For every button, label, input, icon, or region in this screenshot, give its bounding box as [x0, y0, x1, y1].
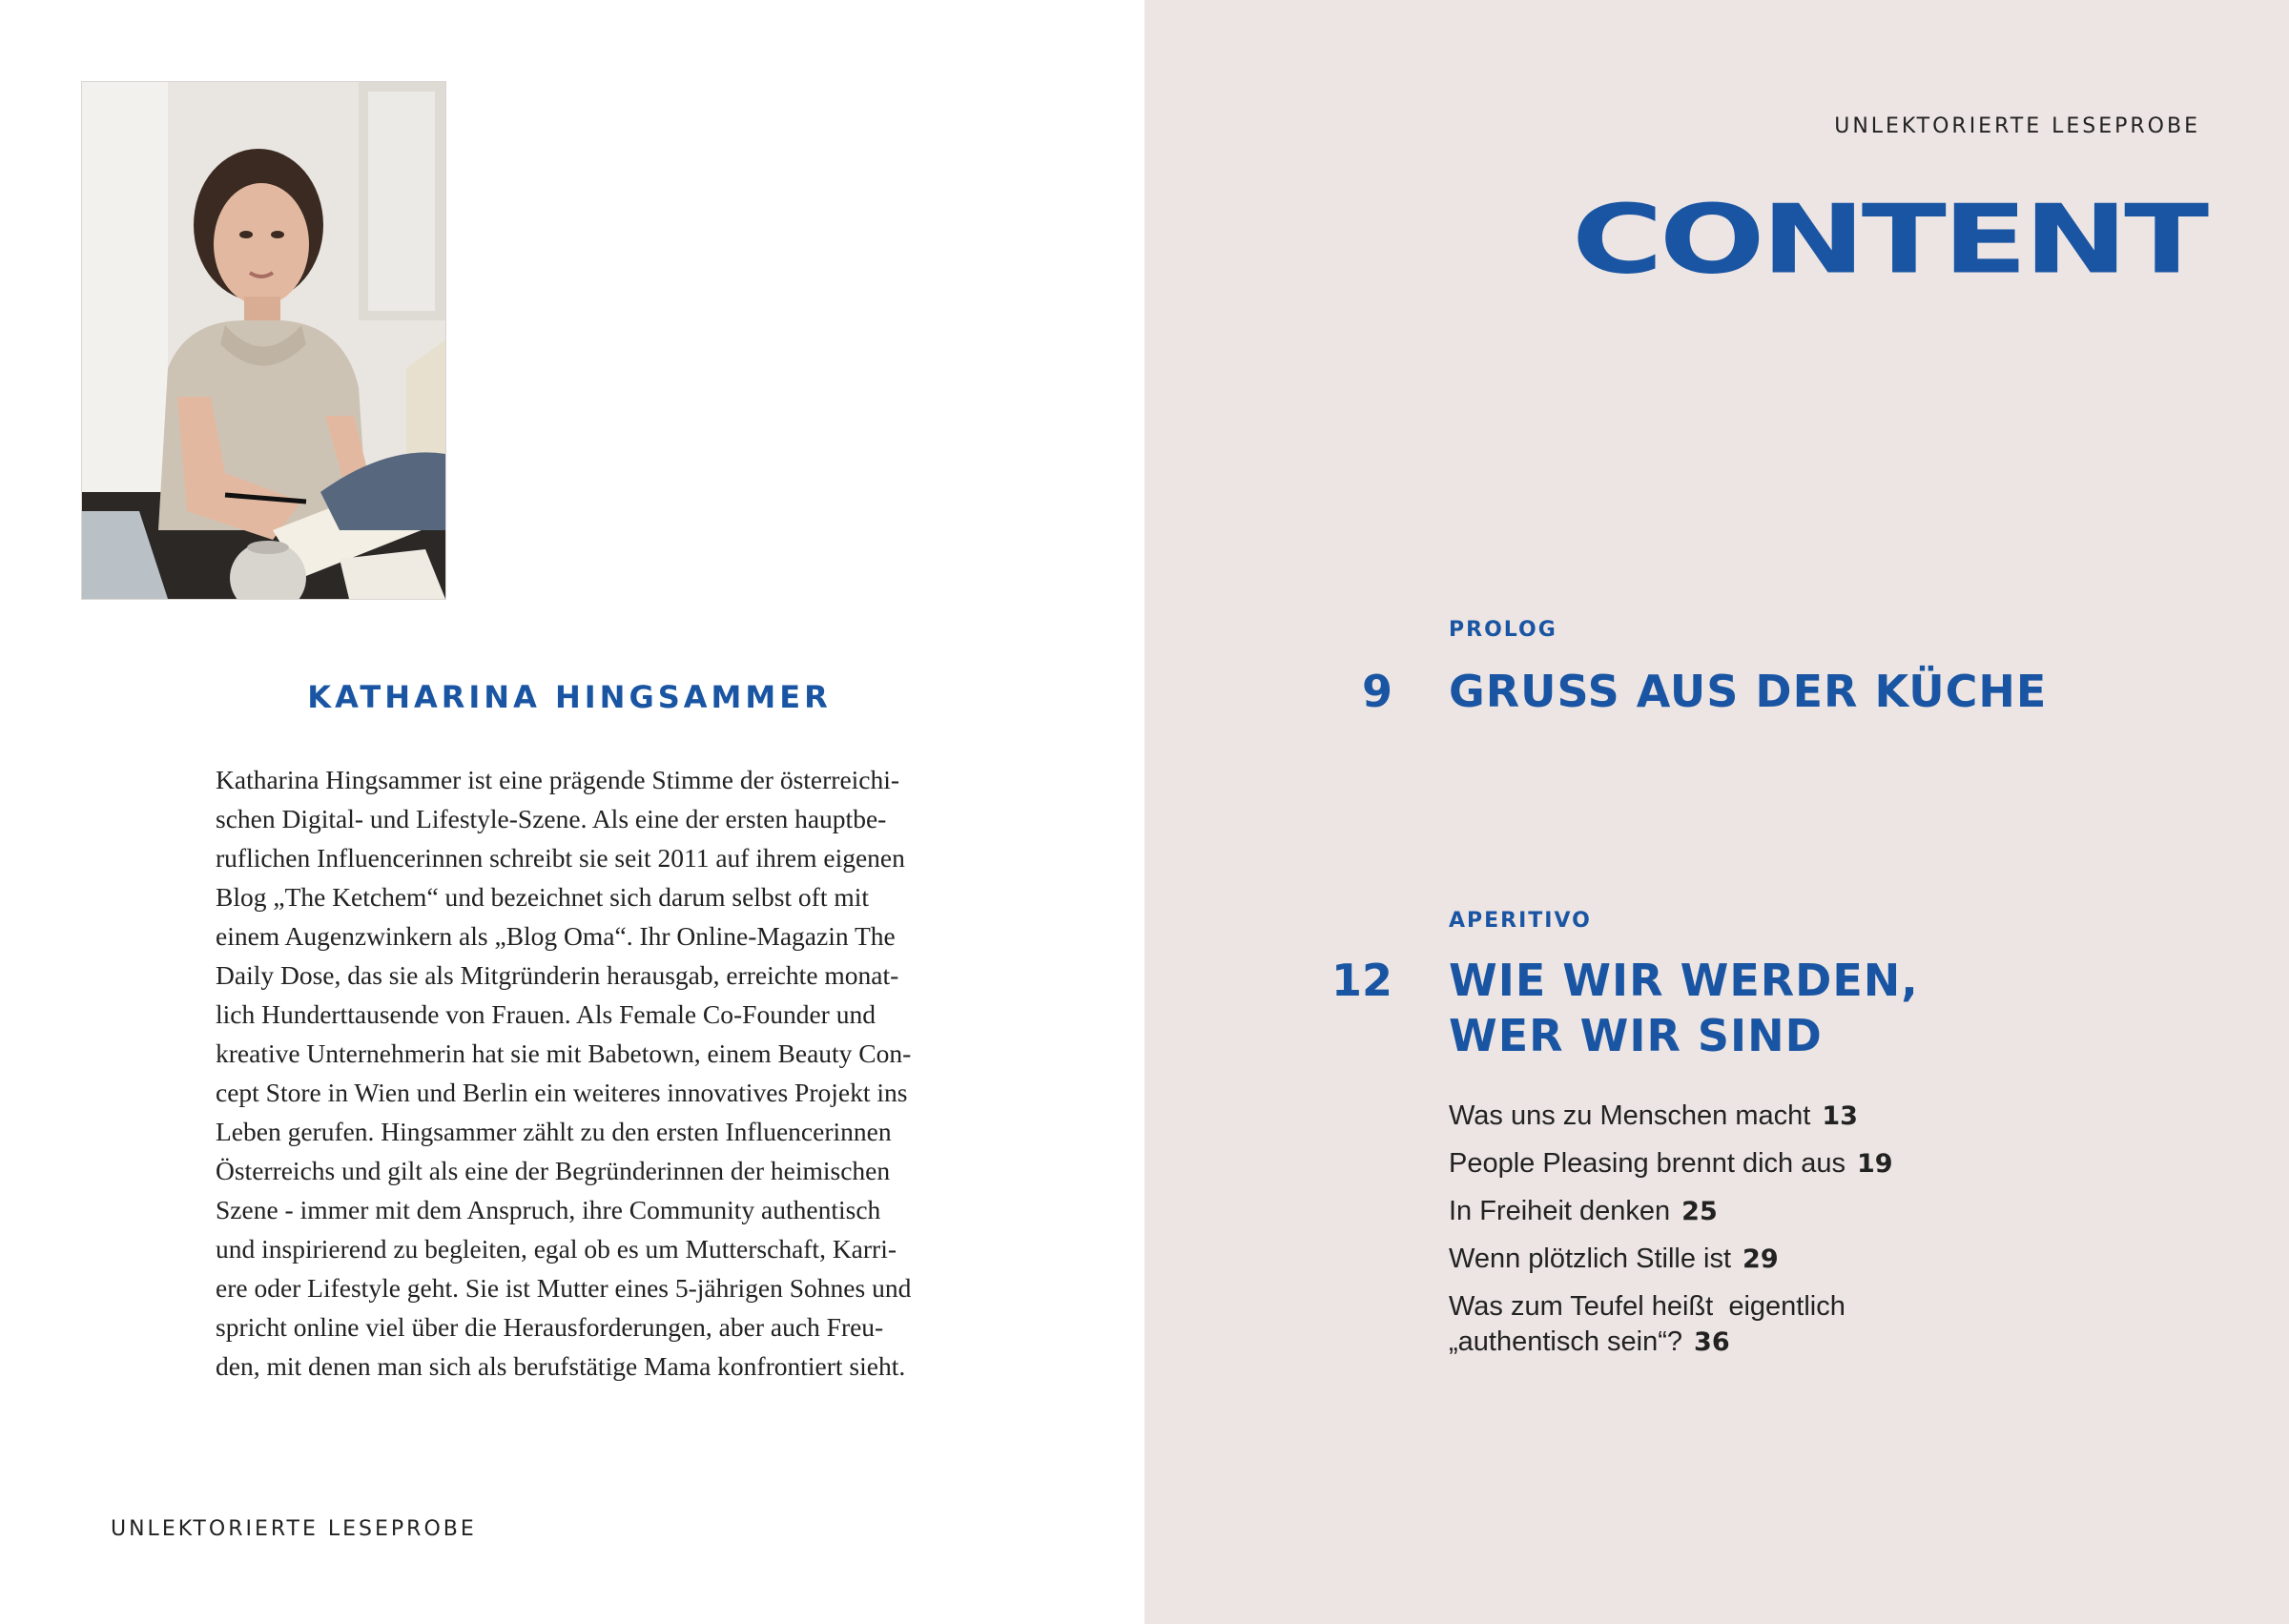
author-bio — [216, 760, 921, 1386]
toc-entry-page: 13 — [1822, 1101, 1858, 1131]
toc-entry[interactable] — [1449, 1099, 1983, 1134]
footer-label: UNLEKTORIERTE LESEPROBE — [111, 1517, 477, 1541]
toc-entry-page: 19 — [1856, 1149, 1893, 1179]
section-label-prolog: PROLOG — [1449, 618, 1557, 642]
toc-entry-text: Was uns zu Menschen macht — [1449, 1100, 1811, 1131]
chapter-number: 9 — [1361, 666, 1392, 717]
bio-line: einem Augenzwinkern als „Blog Oma“. Ihr Online-Magazin The — [216, 921, 896, 951]
bio-line: cept Store in Wien und Berlin ein weiteres innovatives Projekt ins — [216, 1078, 908, 1107]
toc-entry-text: „authentisch sein“? — [1449, 1326, 1683, 1357]
toc-entry[interactable] — [1449, 1194, 1983, 1229]
bio-line: spricht online viel über die Herausforderungen, aber auch Freu- — [216, 1312, 884, 1342]
bio-line: den, mit denen man sich als berufstätige Mama konfrontiert sieht. — [216, 1351, 906, 1381]
chapter-title-line: WER WIR SIND — [1449, 1010, 1823, 1061]
bio-line: Blog „The Ketchem“ und bezeichnet sich darum selbst oft mit — [216, 882, 870, 912]
toc-entry[interactable] — [1449, 1146, 1983, 1182]
bio-line: lich Hunderttausende von Frauen. Als Female Co-Founder und — [216, 999, 876, 1029]
header-label: UNLEKTORIERTE LESEPROBE — [1834, 114, 2200, 138]
toc-entry-text: Was zum Teufel heißt eigentlich — [1449, 1291, 1846, 1322]
toc-entry-page: 25 — [1681, 1197, 1718, 1226]
chapter-title-line: WIE WIR WERDEN, — [1449, 955, 1919, 1006]
bio-line: kreative Unternehmerin hat sie mit Babetown, einem Beauty Con- — [216, 1038, 912, 1068]
bio-line: schen Digital- und Lifestyle-Szene. Als eine der ersten hauptbe- — [216, 804, 887, 833]
chapter-title — [1449, 953, 1919, 1063]
chapter-number: 12 — [1330, 955, 1392, 1006]
chapter-title-line: GRUSS AUS DER KÜCHE — [1449, 666, 2048, 717]
bio-line: Daily Dose, das sie als Mitgründerin herausgab, erreichte monat- — [216, 960, 899, 990]
bio-line: Szene - immer mit dem Anspruch, ihre Community authentisch — [216, 1195, 881, 1224]
toc-entry-page: 29 — [1743, 1244, 1779, 1274]
toc-entry[interactable] — [1449, 1242, 1983, 1277]
bio-line: ere oder Lifestyle geht. Sie ist Mutter eines 5-jährigen Sohnes und — [216, 1273, 912, 1303]
toc-entry[interactable] — [1449, 1289, 1983, 1360]
contents-title: CONTENT — [1571, 184, 2205, 296]
section-label-aperitivo: APERITIVO — [1449, 909, 1592, 933]
bio-line: und inspirierend zu begleiten, egal ob es um Mutterschaft, Karri- — [216, 1234, 897, 1264]
bio-line: Österreichs und gilt als eine der Begründerinnen der heimischen — [216, 1156, 891, 1185]
chapter-title — [1449, 664, 2047, 719]
bio-line: Leben gerufen. Hingsammer zählt zu den ersten Influencerinnen — [216, 1117, 892, 1146]
toc-entry-text: In Freiheit denken — [1449, 1196, 1671, 1226]
author-photo — [81, 81, 446, 600]
toc-entries — [1449, 1099, 1983, 1372]
toc-entry-text: Wenn plötzlich Stille ist — [1449, 1244, 1732, 1274]
toc-entry-text: People Pleasing brennt dich aus — [1449, 1148, 1846, 1179]
author-name: KATHARINA HINGSAMMER — [307, 679, 832, 715]
bio-line: ruflichen Influencerinnen schreibt sie seit 2011 auf ihrem eigenen — [216, 843, 905, 873]
bio-line: Katharina Hingsammer ist eine prägende Stimme der österreichi- — [216, 765, 900, 794]
toc-entry-page: 36 — [1694, 1327, 1730, 1357]
